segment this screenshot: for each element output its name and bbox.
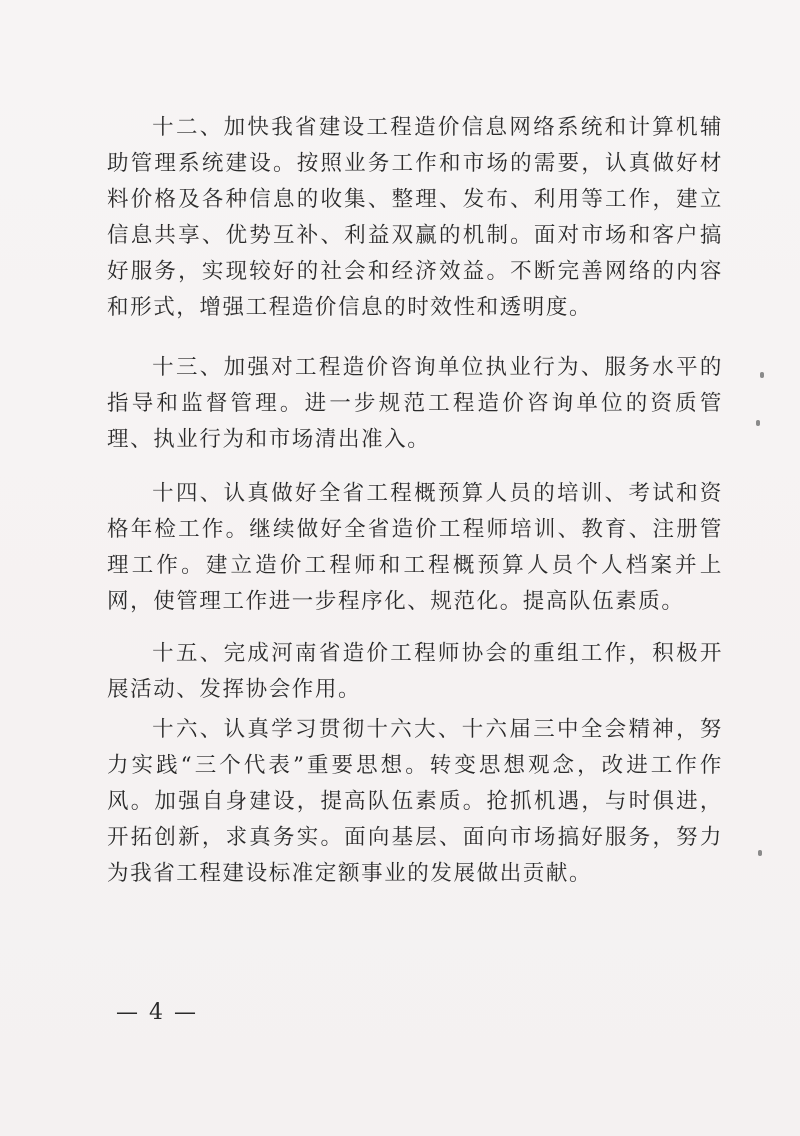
scan-speck [760,372,764,378]
paragraph-item-12: 十二、加快我省建设工程造价信息网络系统和计算机辅助管理系统建设。按照业务工作和市场的需要，认真做好材料价格及各种信息的收集、整理、发布、利用等工作，建立信息共享、优势互补、利益双赢的机制。面对市场和客户搞好服务，实现较好的社会和经济效益。不断完善网络的内容和形式，增强工程造价信息的时效性和透明度。 [107,115,723,320]
paragraph-item-15: 十五、完成河南省造价工程师协会的重组工作，积极开展活动、发挥协会作用。 [107,641,723,702]
scan-speck [756,420,760,426]
paragraph-item-16: 十六、认真学习贯彻十六大、十六届三中全会精神，努力实践“三个代表”重要思想。转变思想观念，改进工作作风。加强自身建设，提高队伍素质。抢抓机遇，与时俱进，开拓创新，求真务实。面向基层、面向市场搞好服务，努力为我省工程建设标准定额事业的发展做出贡献。 [107,717,723,886]
paragraph-item-14: 十四、认真做好全省工程概预算人员的培训、考试和资格年检工作。继续做好全省造价工程师培训、教育、注册管理工作。建立造价工程师和工程概预算人员个人档案并上网，使管理工作进一步程序化、规范化。提高队伍素质。 [107,481,723,614]
paragraph-item-13: 十三、加强对工程造价咨询单位执业行为、服务水平的指导和监督管理。进一步规范工程造价咨询单位的资质管理、执业行为和市场清出准入。 [107,355,723,452]
scan-speck [758,850,762,856]
page-number: — 4 — [116,1000,198,1025]
